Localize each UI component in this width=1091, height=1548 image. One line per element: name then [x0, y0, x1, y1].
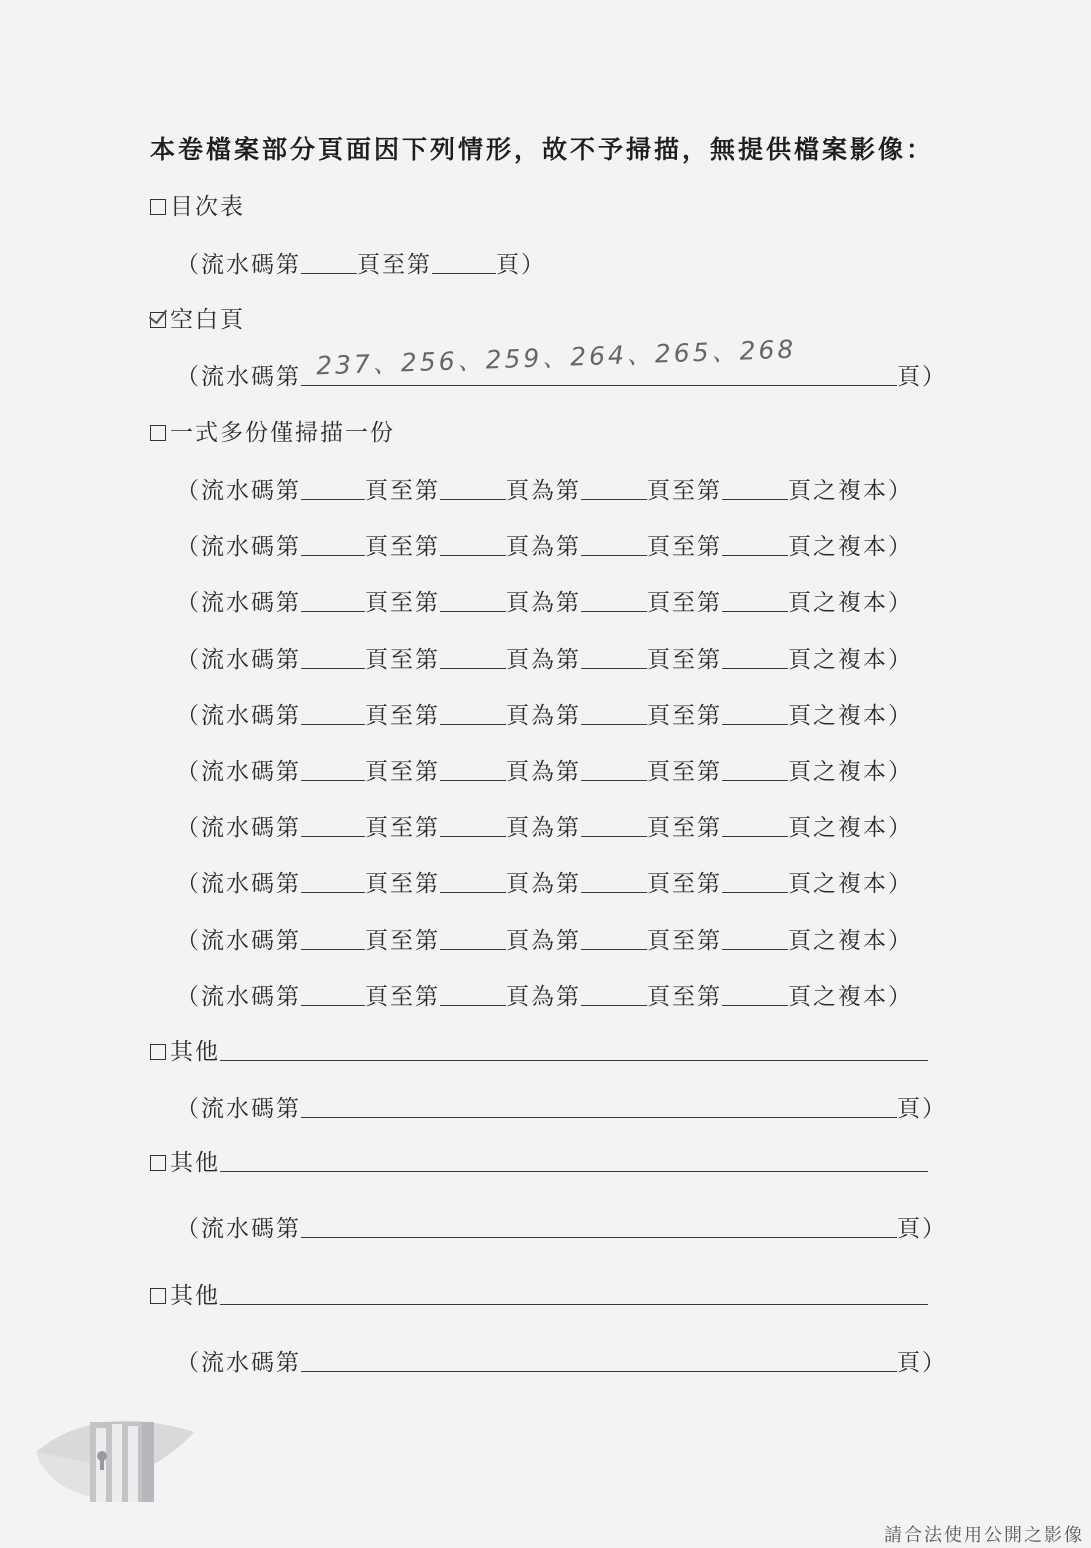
checkbox-icon[interactable] — [150, 199, 166, 215]
checkmark-icon — [149, 305, 167, 325]
handwritten-page-numbers: 237、256、259、264、265、268 — [315, 334, 797, 381]
duplicate-range-row: （流水碼第 頁至第 頁為第 頁至第 頁之複本） — [176, 871, 913, 898]
duplicate-range-row: （流水碼第 頁至第 頁為第 頁至第 頁之複本） — [176, 983, 913, 1010]
archive-logo-icon — [36, 1412, 196, 1504]
section-toc: 目次表 — [150, 192, 245, 222]
checkbox-icon[interactable] — [150, 1155, 166, 1171]
other-3-line: （流水碼第 頁） — [176, 1350, 947, 1376]
checkbox-icon[interactable] — [150, 425, 166, 441]
other-1-line: （流水碼第 頁） — [176, 1096, 947, 1122]
checkbox-icon[interactable] — [150, 1044, 166, 1060]
duplicate-range-row: （流水碼第 頁至第 頁為第 頁至第 頁之複本） — [176, 478, 913, 504]
other-2-line: （流水碼第 頁） — [176, 1216, 947, 1242]
section-duplicate: 一式多份僅掃描一份 — [150, 418, 395, 448]
duplicate-range-row: （流水碼第 頁至第 頁為第 頁至第 頁之複本） — [176, 927, 913, 954]
duplicate-range-row: （流水碼第 頁至第 頁為第 頁至第 頁之複本） — [176, 646, 913, 673]
checkbox-icon[interactable] — [150, 312, 166, 328]
section-other-1: 其他 — [150, 1037, 928, 1067]
duplicate-range-row: （流水碼第 頁至第 頁為第 頁至第 頁之複本） — [176, 702, 913, 729]
toc-range-line: （流水碼第 頁至第 頁） — [176, 252, 546, 278]
checkbox-icon[interactable] — [150, 1288, 166, 1304]
duplicate-range-row: （流水碼第 頁至第 頁為第 頁至第 頁之複本） — [176, 534, 913, 561]
duplicate-range-row: （流水碼第 頁至第 頁為第 頁至第 頁之複本） — [176, 590, 913, 617]
duplicate-range-row: （流水碼第 頁至第 頁為第 頁至第 頁之複本） — [176, 815, 913, 842]
section-blank-page: 空白頁 — [150, 305, 245, 335]
page-title: 本卷檔案部分頁面因下列情形，故不予掃描，無提供檔案影像： — [150, 135, 935, 164]
section-other-3: 其他 — [150, 1281, 928, 1311]
section-other-2: 其他 — [150, 1148, 928, 1178]
duplicate-range-row: （流水碼第 頁至第 頁為第 頁至第 頁之複本） — [176, 759, 913, 785]
blank-page-line: （流水碼第 頁） — [176, 364, 947, 390]
footer-notice: 請合法使用公開之影像 — [884, 1525, 1084, 1546]
